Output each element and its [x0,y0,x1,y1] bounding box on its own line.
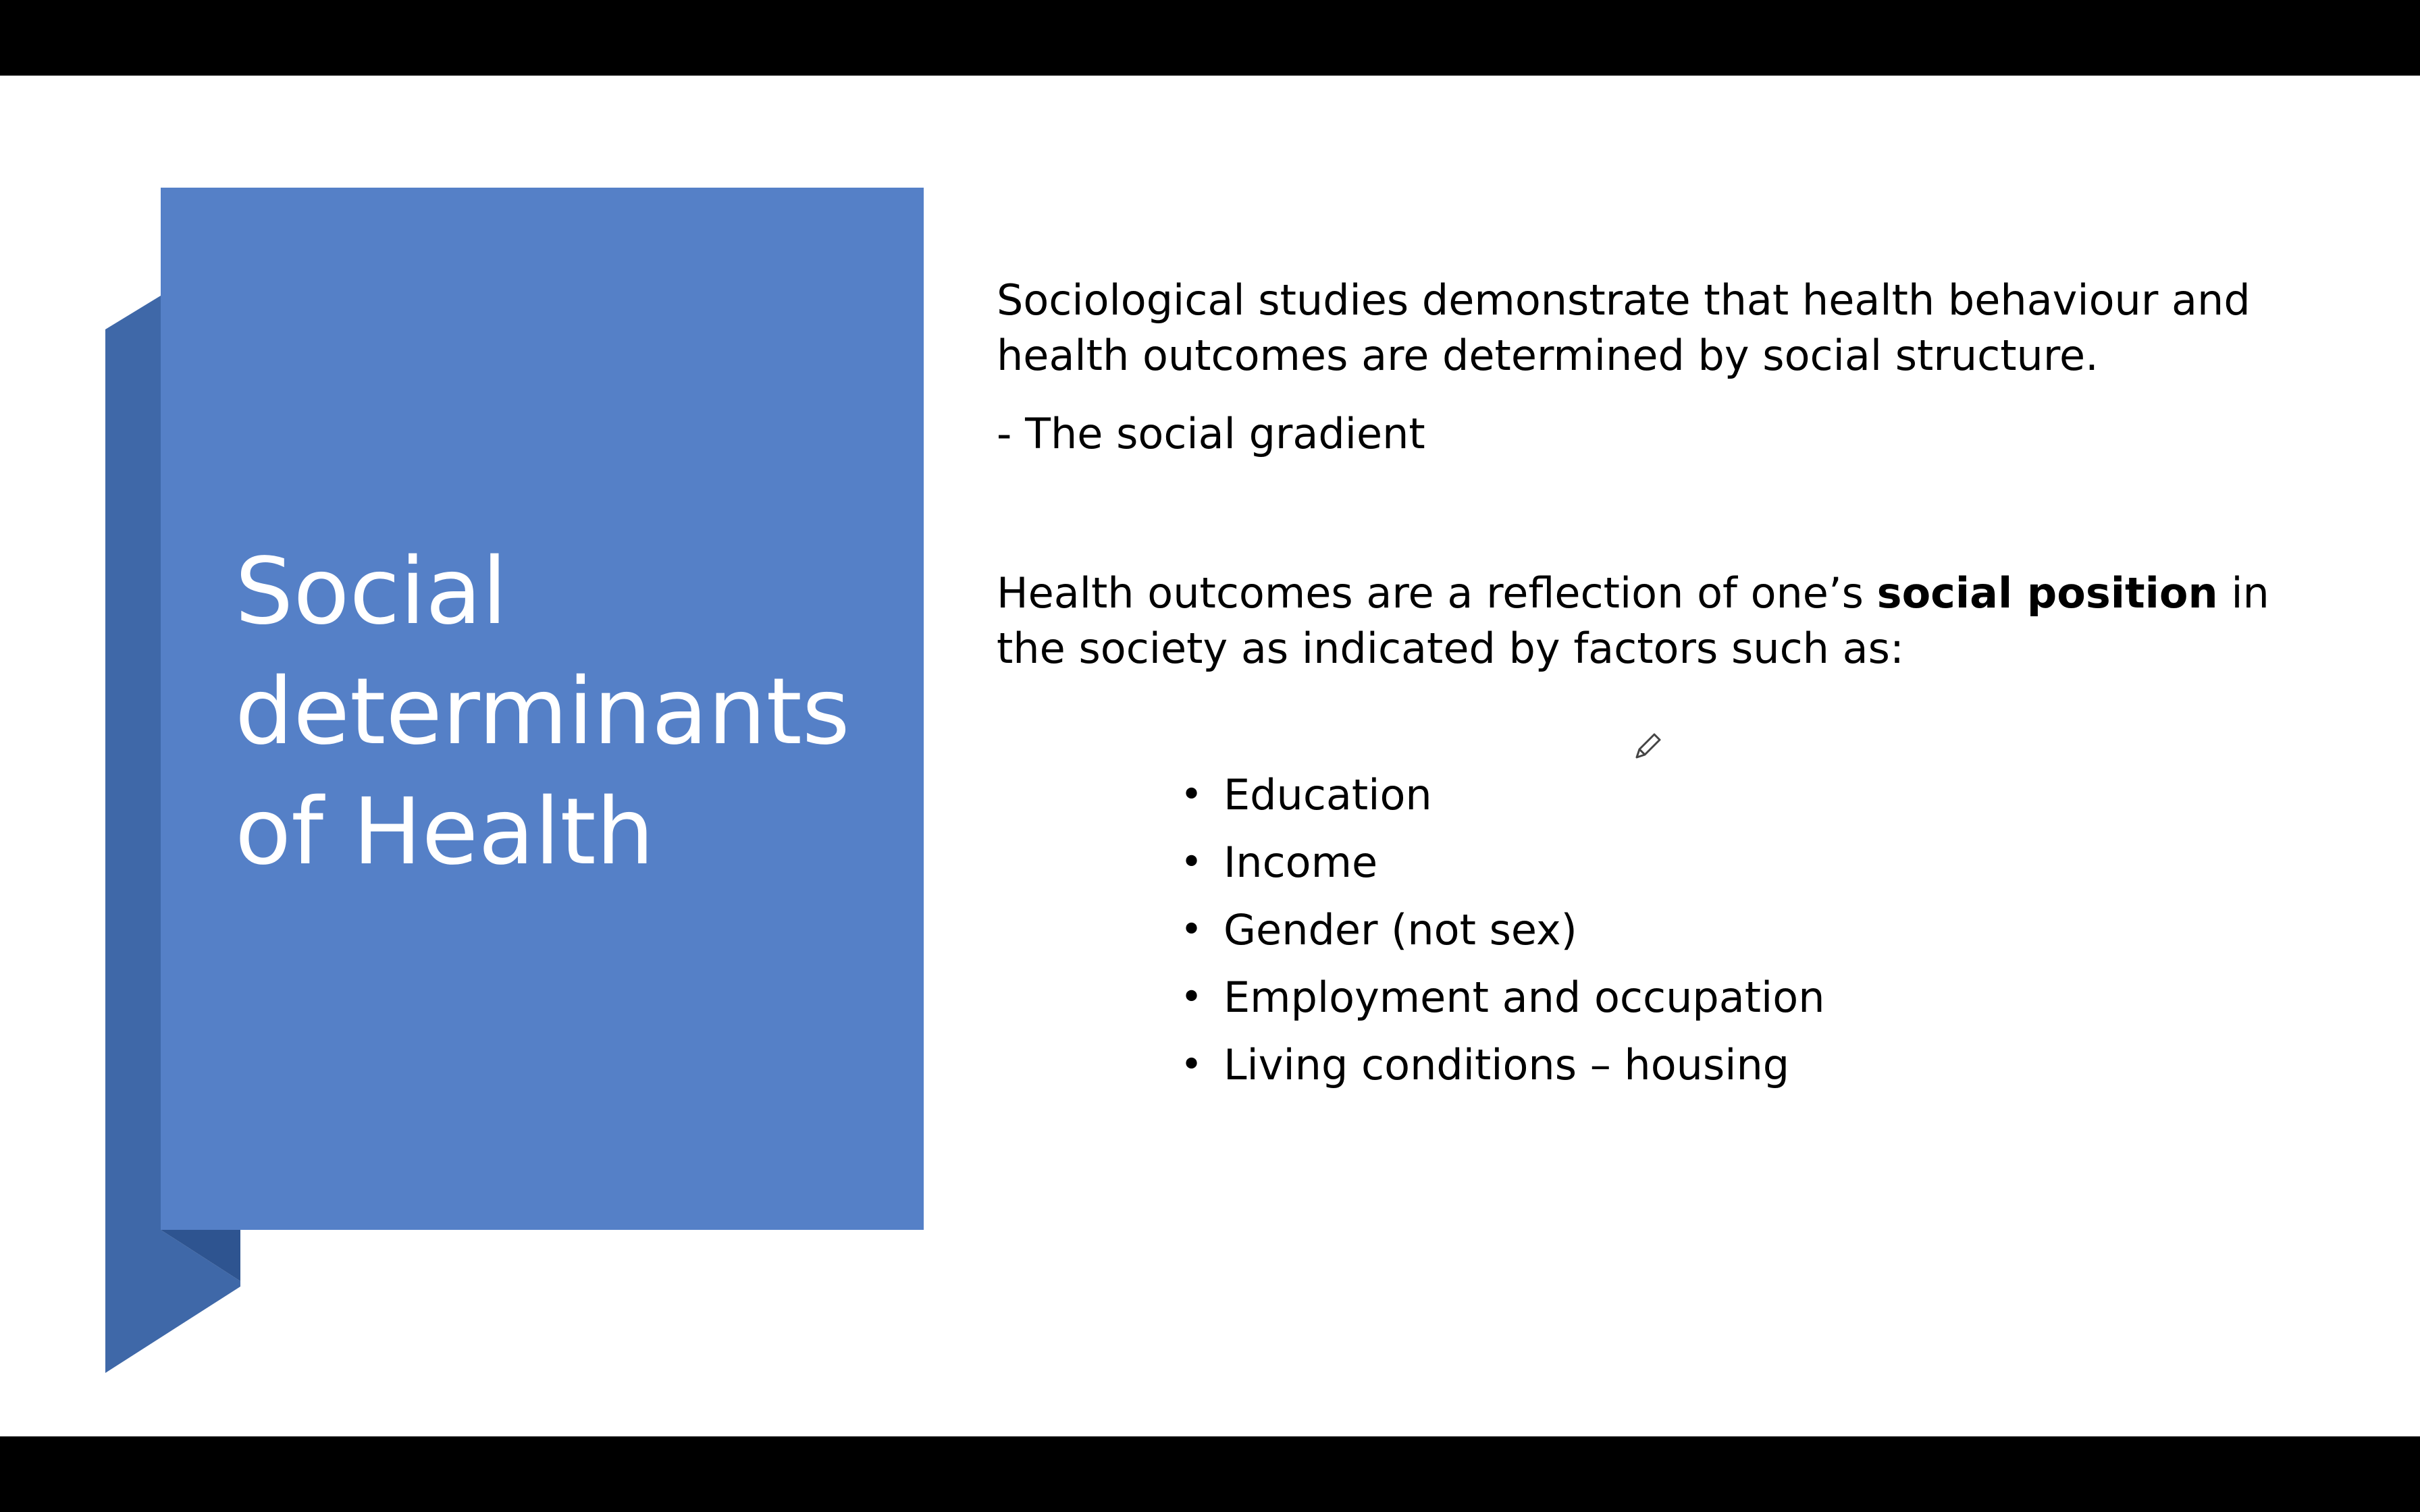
factors-bullet-list [1179,761,2124,1099]
top-letterbox-bar [0,0,2420,76]
bullet-dot: • [1180,1043,1203,1087]
bullet-item-employment [1179,964,2124,1031]
bullet-label: Employment and occupation [1224,973,1825,1022]
bullet-item-income [1179,829,2124,896]
bullet-label: Living conditions – housing [1224,1040,1790,1089]
paragraph-3-before: Health outcomes are a reflection of one’s [997,568,1877,618]
pen-cursor-icon [1631,730,1664,763]
paragraph-3-after: in the society as indicated by factors such as: [997,568,2269,673]
bullet-item-gender [1179,896,2124,964]
bullet-dot: • [1180,908,1203,952]
slide-title: Social determinants of Health [235,539,850,886]
bullet-label: Education [1224,770,1432,819]
paragraph-sociological-studies: Sociological studies demonstrate that health behaviour and health outcomes are determined by social structure. [997,275,2251,380]
social-position-emphasis: social position [1876,568,2218,618]
bottom-letterbox-bar [0,1436,2420,1512]
bullet-dot: • [1180,773,1203,817]
bullet-dot: • [1180,840,1203,884]
paragraph-social-gradient: - The social gradient [997,409,1425,458]
bullet-dot: • [1180,975,1203,1019]
paragraph-health-outcomes [997,566,2347,676]
bullet-item-living-conditions [1179,1031,2124,1099]
bullet-label: Income [1224,838,1378,887]
presentation-slide [0,76,2420,1436]
title-panel [161,188,924,1230]
bullet-label: Gender (not sex) [1224,905,1577,954]
bullet-item-education [1179,761,2124,829]
